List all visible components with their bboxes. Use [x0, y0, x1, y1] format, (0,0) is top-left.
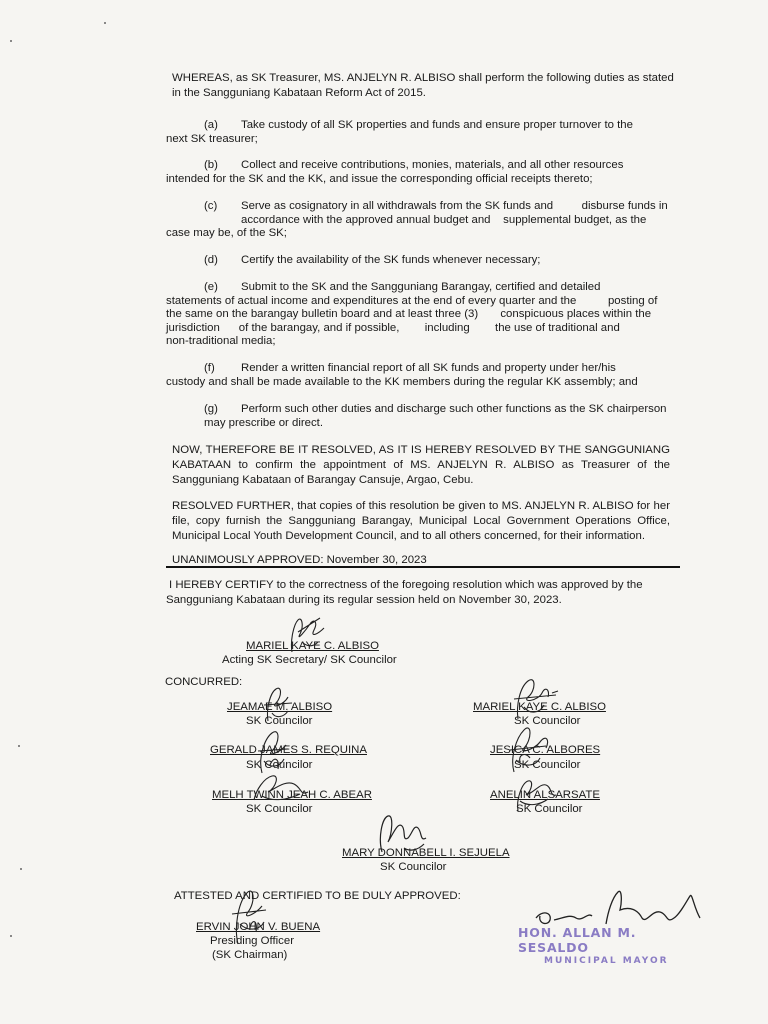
duty-label: (d)	[204, 254, 218, 266]
councilor-title: SK Councilor	[246, 715, 313, 727]
councilor-name: MARIEL KAYE C. ALBISO	[473, 701, 606, 713]
duty-e-line-2: statements of actual income and expenditures at the end of every quarter and the posting of	[166, 295, 658, 307]
duty-e-line-3: the same on the barangay bulletin board and at least three (3) conspicuous places within the	[166, 308, 652, 320]
duty-label: (f)	[204, 362, 215, 374]
councilor-title: SK Councilor	[514, 759, 581, 771]
duty-label: (a)	[204, 119, 218, 131]
signature-councilor-5	[248, 770, 318, 806]
signature-councilor-3	[250, 725, 296, 775]
duty-b-line-2: intended for the SK and the KK, and issue the corresponding official receipts thereto;	[166, 173, 593, 185]
scan-speck	[104, 22, 106, 24]
signature-mayor	[530, 888, 710, 932]
resolved-paragraph: NOW, THEREFORE BE IT RESOLVED, AS IT IS HEREBY RESOLVED BY THE SANGGUNIANG KABATAAN to confirm the appointment of MS. ANJELYN R. ALBISO as Treasurer of the Sangguniang Kabataan of Barangay Cansuje, Argao, Cebu.	[172, 444, 670, 486]
councilor-name: GERALD JAMES S. REQUINA	[210, 744, 367, 756]
councilor-title: SK Councilor	[516, 803, 583, 815]
duty-text: Serve as cosignatory in all withdrawals from the SK funds and disburse funds in	[241, 200, 668, 212]
duty-text: Perform such other duties and discharge such other functions as the SK chairperson	[241, 403, 667, 415]
secretary-title: Acting SK Secretary/ SK Councilor	[222, 654, 397, 666]
scan-speck	[20, 868, 22, 870]
chairman-title-2: (SK Chairman)	[212, 949, 288, 961]
duty-e	[204, 280, 600, 294]
scan-speck	[18, 745, 20, 747]
duty-label: (c)	[204, 200, 218, 212]
duty-text: Certify the availability of the SK funds whenever necessary;	[241, 254, 541, 266]
concurred-label: CONCURRED:	[165, 676, 243, 688]
duty-a-line-2: next SK treasurer;	[166, 133, 258, 145]
councilor-title: SK Councilor	[380, 861, 447, 873]
divider-line	[166, 566, 680, 568]
scan-speck	[10, 40, 12, 42]
chairman-name: ERVIN JOHN V. BUENA	[196, 921, 321, 933]
signature-chairman	[224, 884, 276, 946]
duty-text: Render a written financial report of all SK funds and property under her/his	[241, 362, 616, 374]
duty-label: (g)	[204, 403, 218, 415]
stamp-line-1: HON. ALLAN M. SESALDO	[518, 925, 637, 955]
councilor-title: SK Councilor	[246, 803, 313, 815]
certify-line-1: I HEREBY CERTIFY to the correctness of the foregoing resolution which was approved by the	[169, 579, 643, 591]
duty-c-line-3: case may be, of the SK;	[166, 227, 287, 239]
councilor-name: ANELIN ALSARSATE	[490, 789, 600, 801]
resolved-further-paragraph: RESOLVED FURTHER, that copies of this resolution be given to MS. ANJELYN R. ALBISO for her file, copy furnish the Sangguniang Barangay, Municipal Local Government Operations Office, Municipal Local Youth Development Council, and to all others concerned, for their information.	[172, 500, 670, 542]
duty-c-line-2: accordance with the approved annual budget and supplemental budget, as the	[241, 214, 647, 226]
councilor-name: JEAMAE M. ALBISO	[227, 701, 333, 713]
duty-text: Collect and receive contributions, monies, materials, and all other resources	[241, 159, 624, 171]
duty-e-line-5: non-traditional media;	[166, 335, 276, 347]
intro-line-1: WHEREAS, as SK Treasurer, MS. ANJELYN R. ALBISO shall perform the following duties as stated	[172, 72, 674, 84]
duty-a	[204, 118, 633, 132]
duty-e-line-4: jurisdiction of the barangay, and if possible, including the use of traditional and	[166, 322, 620, 334]
duty-g	[204, 402, 667, 416]
councilor-name: MELH TWINN JEAH C. ABEAR	[212, 789, 372, 801]
duty-label: (e)	[204, 281, 218, 293]
duty-c	[204, 199, 668, 213]
signature-councilor-2	[508, 675, 562, 721]
duty-text: Take custody of all SK properties and funds and ensure proper turnover to the	[241, 119, 633, 131]
councilor-title: SK Councilor	[514, 715, 581, 727]
duty-f	[204, 361, 616, 375]
duty-f-line-2: custody and shall be made available to the KK members during the regular KK assembly; and	[166, 376, 638, 388]
approval-line: UNANIMOUSLY APPROVED: November 30, 2023	[172, 554, 427, 566]
duty-text: Submit to the SK and the Sangguniang Barangay, certified and detailed	[241, 281, 601, 293]
councilor-title: SK Councilor	[246, 759, 313, 771]
attested-line: ATTESTED AND CERTIFIED TO BE DULY APPROVED:	[174, 890, 461, 902]
intro-line-2: in the Sangguniang Kabataan Reform Act of 2015.	[172, 87, 426, 99]
duty-d	[204, 253, 540, 267]
duty-label: (b)	[204, 159, 218, 171]
scan-speck	[10, 935, 12, 937]
signature-councilor-1	[258, 683, 298, 723]
signature-councilor-6	[510, 773, 560, 813]
signature-secretary	[284, 612, 330, 656]
certify-line-2: Sangguniang Kabataan during its regular session held on November 30, 2023.	[166, 594, 562, 606]
councilor-name: JESICA C. ALBORES	[490, 744, 601, 756]
duty-b	[204, 158, 623, 172]
chairman-title: Presiding Officer	[210, 935, 294, 947]
signature-councilor-4	[500, 718, 556, 774]
stamp-line-2: MUNICIPAL MAYOR	[544, 956, 669, 966]
signature-councilor-7	[374, 808, 434, 856]
councilor-name: MARY DONNABELL I. SEJUELA	[342, 847, 510, 859]
secretary-name: MARIEL KAYE C. ALBISO	[246, 640, 379, 652]
duty-g-line-2: may prescribe or direct.	[204, 417, 324, 429]
